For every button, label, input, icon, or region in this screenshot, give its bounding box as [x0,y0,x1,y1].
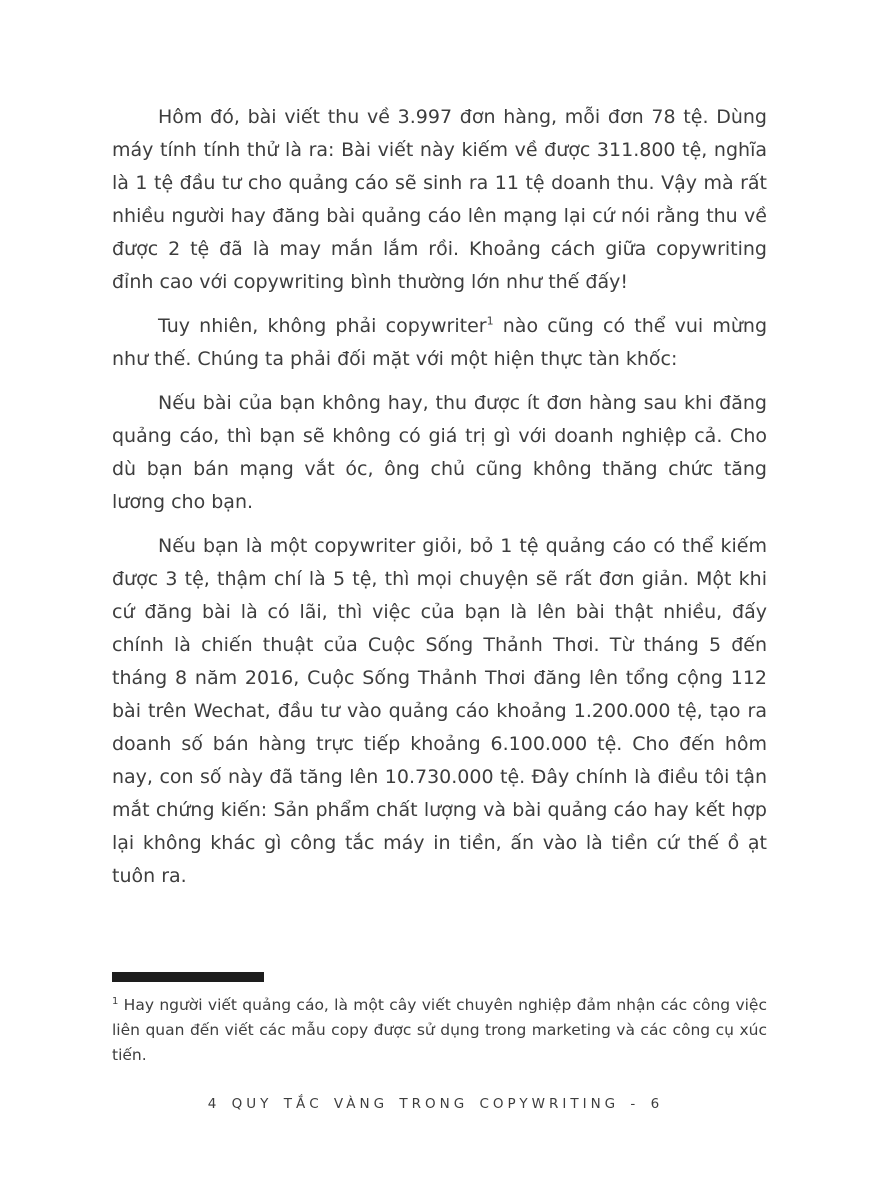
page-body [112,101,767,904]
running-title: 4 QUY TẮC VÀNG TRONG COPYWRITING [207,1096,620,1112]
paragraph: Nếu bài của bạn không hay, thu được ít đơn hàng sau khi đăng quảng cáo, thì bạn sẽ không có giá trị gì với doanh nghiệp cả. Cho dù bạn bán mạng vắt óc, ông chủ cũng không thăng chức tăng lương cho bạn. [112,392,767,513]
footnote-section [112,972,767,1068]
footer-separator: - [630,1096,640,1112]
paragraph: Nếu bạn là một copywriter giỏi, bỏ 1 tệ quảng cáo có thể kiếm được 3 tệ, thậm chí là 5 tệ, thì mọi chuyện sẽ rất đơn giản. Một khi cứ đăng bài là có lãi, thì việc của bạn là lên bài thật nhiều, đấy chính là chiến thuật của Cuộc Sống Thảnh Thơi. Từ tháng 5 đến tháng 8 năm 2016, Cuộc Sống Thảnh Thơi đăng lên tổng cộng 112 bài trên Wechat, đầu tư vào quảng cáo khoảng 1.200.000 tệ, tạo ra doanh số bán hàng trực tiếp khoảng 6.100.000 tệ. Cho đến hôm nay, con số này đã tăng lên 10.730.000 tệ. Đây chính là điều tôi tận mắt chứng kiến: Sản phẩm chất lượng và bài quảng cáo hay kết hợp lại không khác gì công tắc máy in tiền, ấn vào là tiền cứ thế ồ ạt tuôn ra. [112,535,767,887]
footnote-divider [112,972,264,982]
footnote-marker: 1 [112,995,119,1007]
paragraph: Hôm đó, bài viết thu về 3.997 đơn hàng, mỗi đơn 78 tệ. Dùng máy tính tính thử là ra: Bài viết này kiếm về được 311.800 tệ, nghĩa là 1 tệ đầu tư cho quảng cáo sẽ sinh ra 11 tệ doanh thu. Vậy mà rất nhiều người hay đăng bài quảng cáo lên mạng lại cứ nói rằng thu về được 2 tệ đã là may mắn lắm rồi. Khoảng cách giữa copywriting đỉnh cao với copywriting bình thường lớn như thế đấy! [112,106,767,293]
footnote-text [112,993,767,1068]
footnote-body: Hay người viết quảng cáo, là một cây viết chuyên nghiệp đảm nhận các công việc liên quan đến viết các mẫu copy được sử dụng trong marketing và các công cụ xúc tiến. [112,996,767,1064]
paragraph [112,310,767,376]
footnote-reference: 1 [486,314,494,328]
paragraph-text: Tuy nhiên, không phải copywriter [158,315,487,337]
paragraph-text: nào cũng có thể vui mừng như thế. Chúng ta phải đối mặt với một hiện thực tàn khốc: [112,315,767,370]
page-number: 6 [650,1096,664,1112]
page-footer [0,1096,871,1112]
